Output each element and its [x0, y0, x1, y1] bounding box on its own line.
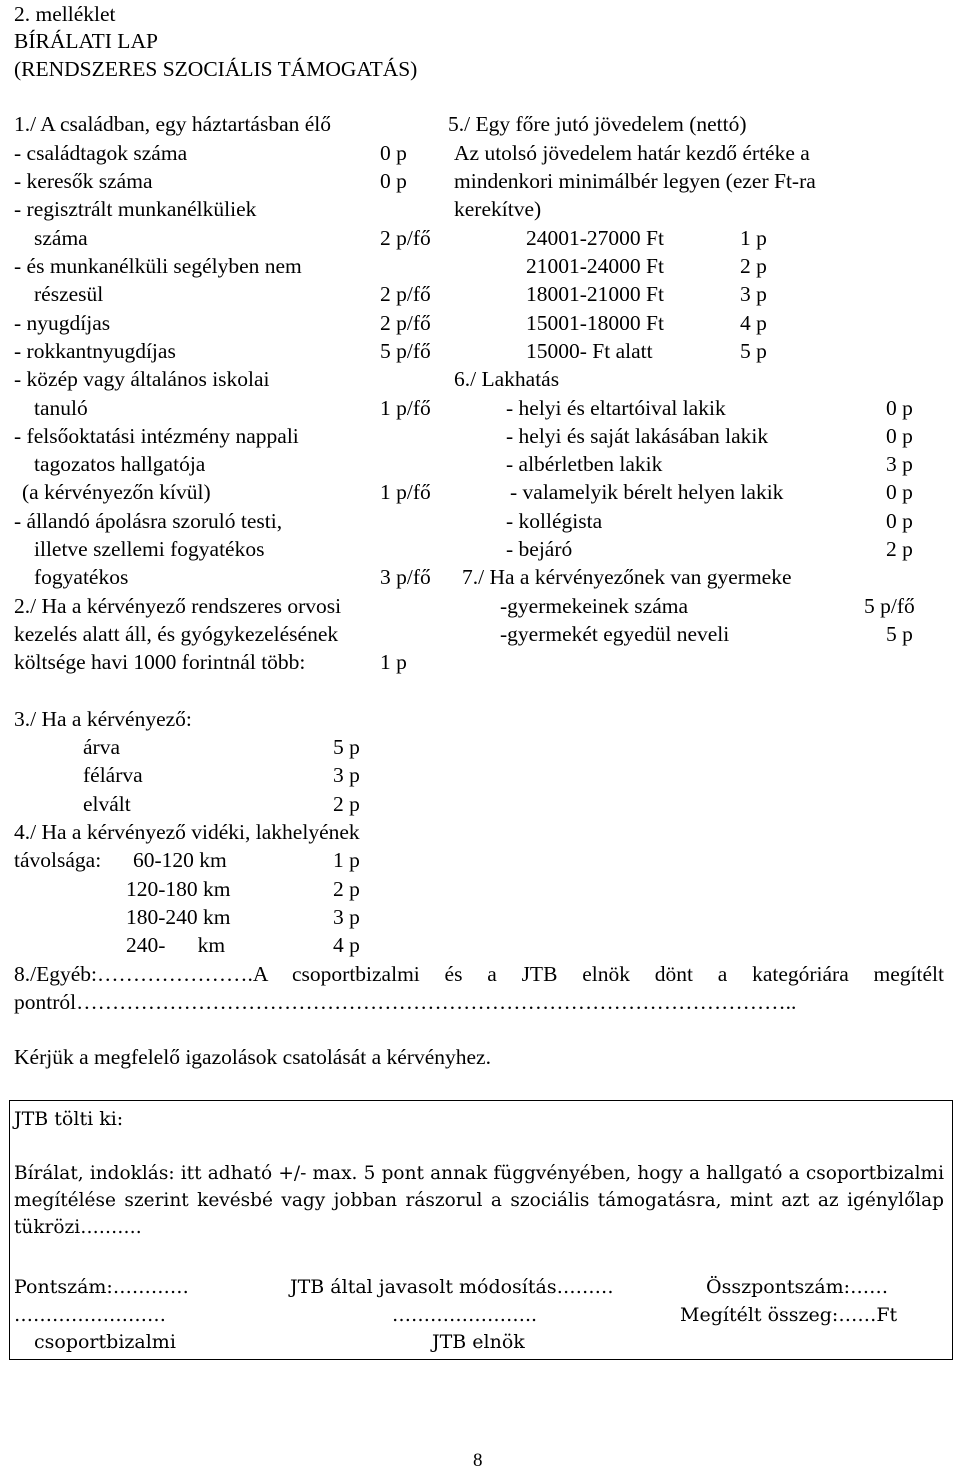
signature-name-jtb: JTB elnök: [432, 1331, 525, 1353]
s1-row-label: - állandó ápolásra szoruló testi,: [14, 509, 283, 533]
s1-row-label: tagozatos hallgatója: [34, 452, 206, 476]
s1-row-label: - közép vagy általános iskolai: [14, 367, 270, 391]
s7-points: 5 p/fő: [864, 594, 915, 618]
s7-points: 5 p: [886, 622, 913, 646]
s6-label: - valamelyik bérelt helyen lakik: [510, 480, 784, 504]
s1-row-label: részesül: [34, 282, 104, 306]
document-title: BÍRÁLATI LAP: [14, 29, 158, 53]
section-2-points: 1 p: [380, 650, 407, 674]
s4-range: 240- km: [126, 933, 226, 957]
s1-row-label: fogyatékos: [34, 565, 129, 589]
s1-row-label: (a kérvényezőn kívül): [22, 480, 211, 504]
s4-points: 1 p: [333, 848, 360, 872]
s5-range: 15001-18000 Ft: [526, 311, 664, 335]
s5-points: 3 p: [740, 282, 767, 306]
s5-points: 1 p: [740, 226, 767, 250]
annex-label: 2. melléklet: [14, 2, 116, 26]
jtb-evaluation-text: Bírálat, indoklás: itt adható +/- max. 5 pont annak függvényében, hogy a hallgató a csoportbizalmi megítélése szerint kevésbé vagy jobban rászorul a szociális támogatásra, mint azt az igénylőlap tükrözi……….: [14, 1163, 944, 1238]
s1-row-label: - családtagok száma: [14, 141, 188, 165]
s1-row-label: - nyugdíjas: [14, 311, 111, 335]
signature-line-jtb[interactable]: …………………..: [392, 1304, 538, 1326]
s1-row-label: tanuló: [34, 396, 88, 420]
signature-name-groupleader: csoportbizalmi: [34, 1331, 176, 1353]
section-5-heading: 5./ Egy főre jutó jövedelem (nettó): [448, 112, 747, 136]
section-2-line: költsége havi 1000 forintnál több:: [14, 650, 306, 674]
signature-line-groupleader[interactable]: ……………………: [14, 1304, 166, 1326]
s1-row-points: 2 p/fő: [380, 311, 431, 335]
s4-points: 2 p: [333, 877, 360, 901]
s5-points: 2 p: [740, 254, 767, 278]
s5-range: 18001-21000 Ft: [526, 282, 664, 306]
s4-points: 4 p: [333, 933, 360, 957]
s6-points: 0 p: [886, 509, 913, 533]
s4-distance-label: távolsága:: [14, 848, 102, 872]
s6-label: - kollégista: [506, 509, 603, 533]
s6-label: - helyi és saját lakásában lakik: [506, 424, 769, 448]
s5-points: 5 p: [740, 339, 767, 363]
s1-row-label: - felsőoktatási intézmény nappali: [14, 424, 299, 448]
s1-row-label: - keresők száma: [14, 169, 153, 193]
s3-label: félárva: [83, 763, 143, 787]
s3-label: elvált: [83, 792, 131, 816]
s6-label: - bejáró: [506, 537, 573, 561]
document-subtitle: (RENDSZERES SZOCIÁLIS TÁMOGATÁS): [14, 57, 418, 81]
s5-points: 4 p: [740, 311, 767, 335]
s3-label: árva: [83, 735, 120, 759]
s1-row-points: 0 p: [380, 141, 407, 165]
s1-row-points: 5 p/fő: [380, 339, 431, 363]
total-score-field[interactable]: Összpontszám:……: [706, 1276, 889, 1298]
s1-row-points: 2 p/fő: [380, 282, 431, 306]
s5-range: 15000- Ft alatt: [526, 339, 653, 363]
section-7-heading: 7./ Ha a kérvényezőnek van gyermeke: [462, 565, 792, 589]
s6-points: 0 p: [886, 424, 913, 448]
s4-range: 120-180 km: [126, 877, 231, 901]
s1-row-points: 1 p/fő: [380, 480, 431, 504]
section-5-desc: kerekítve): [454, 197, 542, 221]
s6-label: - helyi és eltartóival lakik: [506, 396, 726, 420]
page-number: 8: [473, 1450, 483, 1471]
s1-row-label: illetve szellemi fogyatékos: [34, 537, 265, 561]
s6-points: 0 p: [886, 480, 913, 504]
section-2-line: 2./ Ha a kérvényező rendszeres orvosi: [14, 594, 342, 618]
s1-row-points: 3 p/fő: [380, 565, 431, 589]
s6-points: 3 p: [886, 452, 913, 476]
section-1-heading: 1./ A családban, egy háztartásban élő: [14, 112, 332, 136]
section-5-desc: mindenkori minimálbér legyen (ezer Ft-ra: [454, 169, 816, 193]
s7-label: -gyermekét egyedül neveli: [500, 622, 730, 646]
section-6-heading: 6./ Lakhatás: [454, 367, 560, 391]
s1-row-points: 0 p: [380, 169, 407, 193]
attachment-notice: Kérjük a megfelelő igazolások csatolását a kérvényhez.: [14, 1045, 491, 1069]
s5-range: 21001-24000 Ft: [526, 254, 664, 278]
section-8-other: 8./Egyéb:………………….A csoportbizalmi és a JTB elnök dönt a kategóriára megítélt pontról………………………………………………………………………………………..: [14, 962, 944, 1014]
s4-range: 60-120 km: [133, 848, 227, 872]
section-3-heading: 3./ Ha a kérvényező:: [14, 707, 192, 731]
s6-label: - albérletben lakik: [506, 452, 663, 476]
s1-row-label: - és munkanélküli segélyben nem: [14, 254, 302, 278]
s1-row-points: 1 p/fő: [380, 396, 431, 420]
s3-points: 3 p: [333, 763, 360, 787]
section-4-heading: 4./ Ha a kérvényező vidéki, lakhelyének: [14, 820, 360, 844]
s3-points: 5 p: [333, 735, 360, 759]
s1-row-points: 2 p/fő: [380, 226, 431, 250]
s4-range: 180-240 km: [126, 905, 231, 929]
awarded-amount-field[interactable]: Megítélt összeg:……Ft: [680, 1304, 898, 1326]
s3-points: 2 p: [333, 792, 360, 816]
s6-points: 0 p: [886, 396, 913, 420]
s1-row-label: - rokkantnyugdíjas: [14, 339, 176, 363]
s5-range: 24001-27000 Ft: [526, 226, 664, 250]
s7-label: -gyermekeinek száma: [500, 594, 689, 618]
section-5-desc: Az utolsó jövedelem határ kezdő értéke a: [454, 141, 810, 165]
s6-points: 2 p: [886, 537, 913, 561]
s4-points: 3 p: [333, 905, 360, 929]
score-field[interactable]: Pontszám:…………: [14, 1276, 189, 1298]
section-2-line: kezelés alatt áll, és gyógykezelésének: [14, 622, 339, 646]
jtb-box-heading: JTB tölti ki:: [14, 1108, 124, 1130]
jtb-modification-field[interactable]: JTB által javasolt módosítás………: [290, 1276, 614, 1298]
s1-row-label: - regisztrált munkanélküliek: [14, 197, 257, 221]
s1-row-label: száma: [34, 226, 88, 250]
